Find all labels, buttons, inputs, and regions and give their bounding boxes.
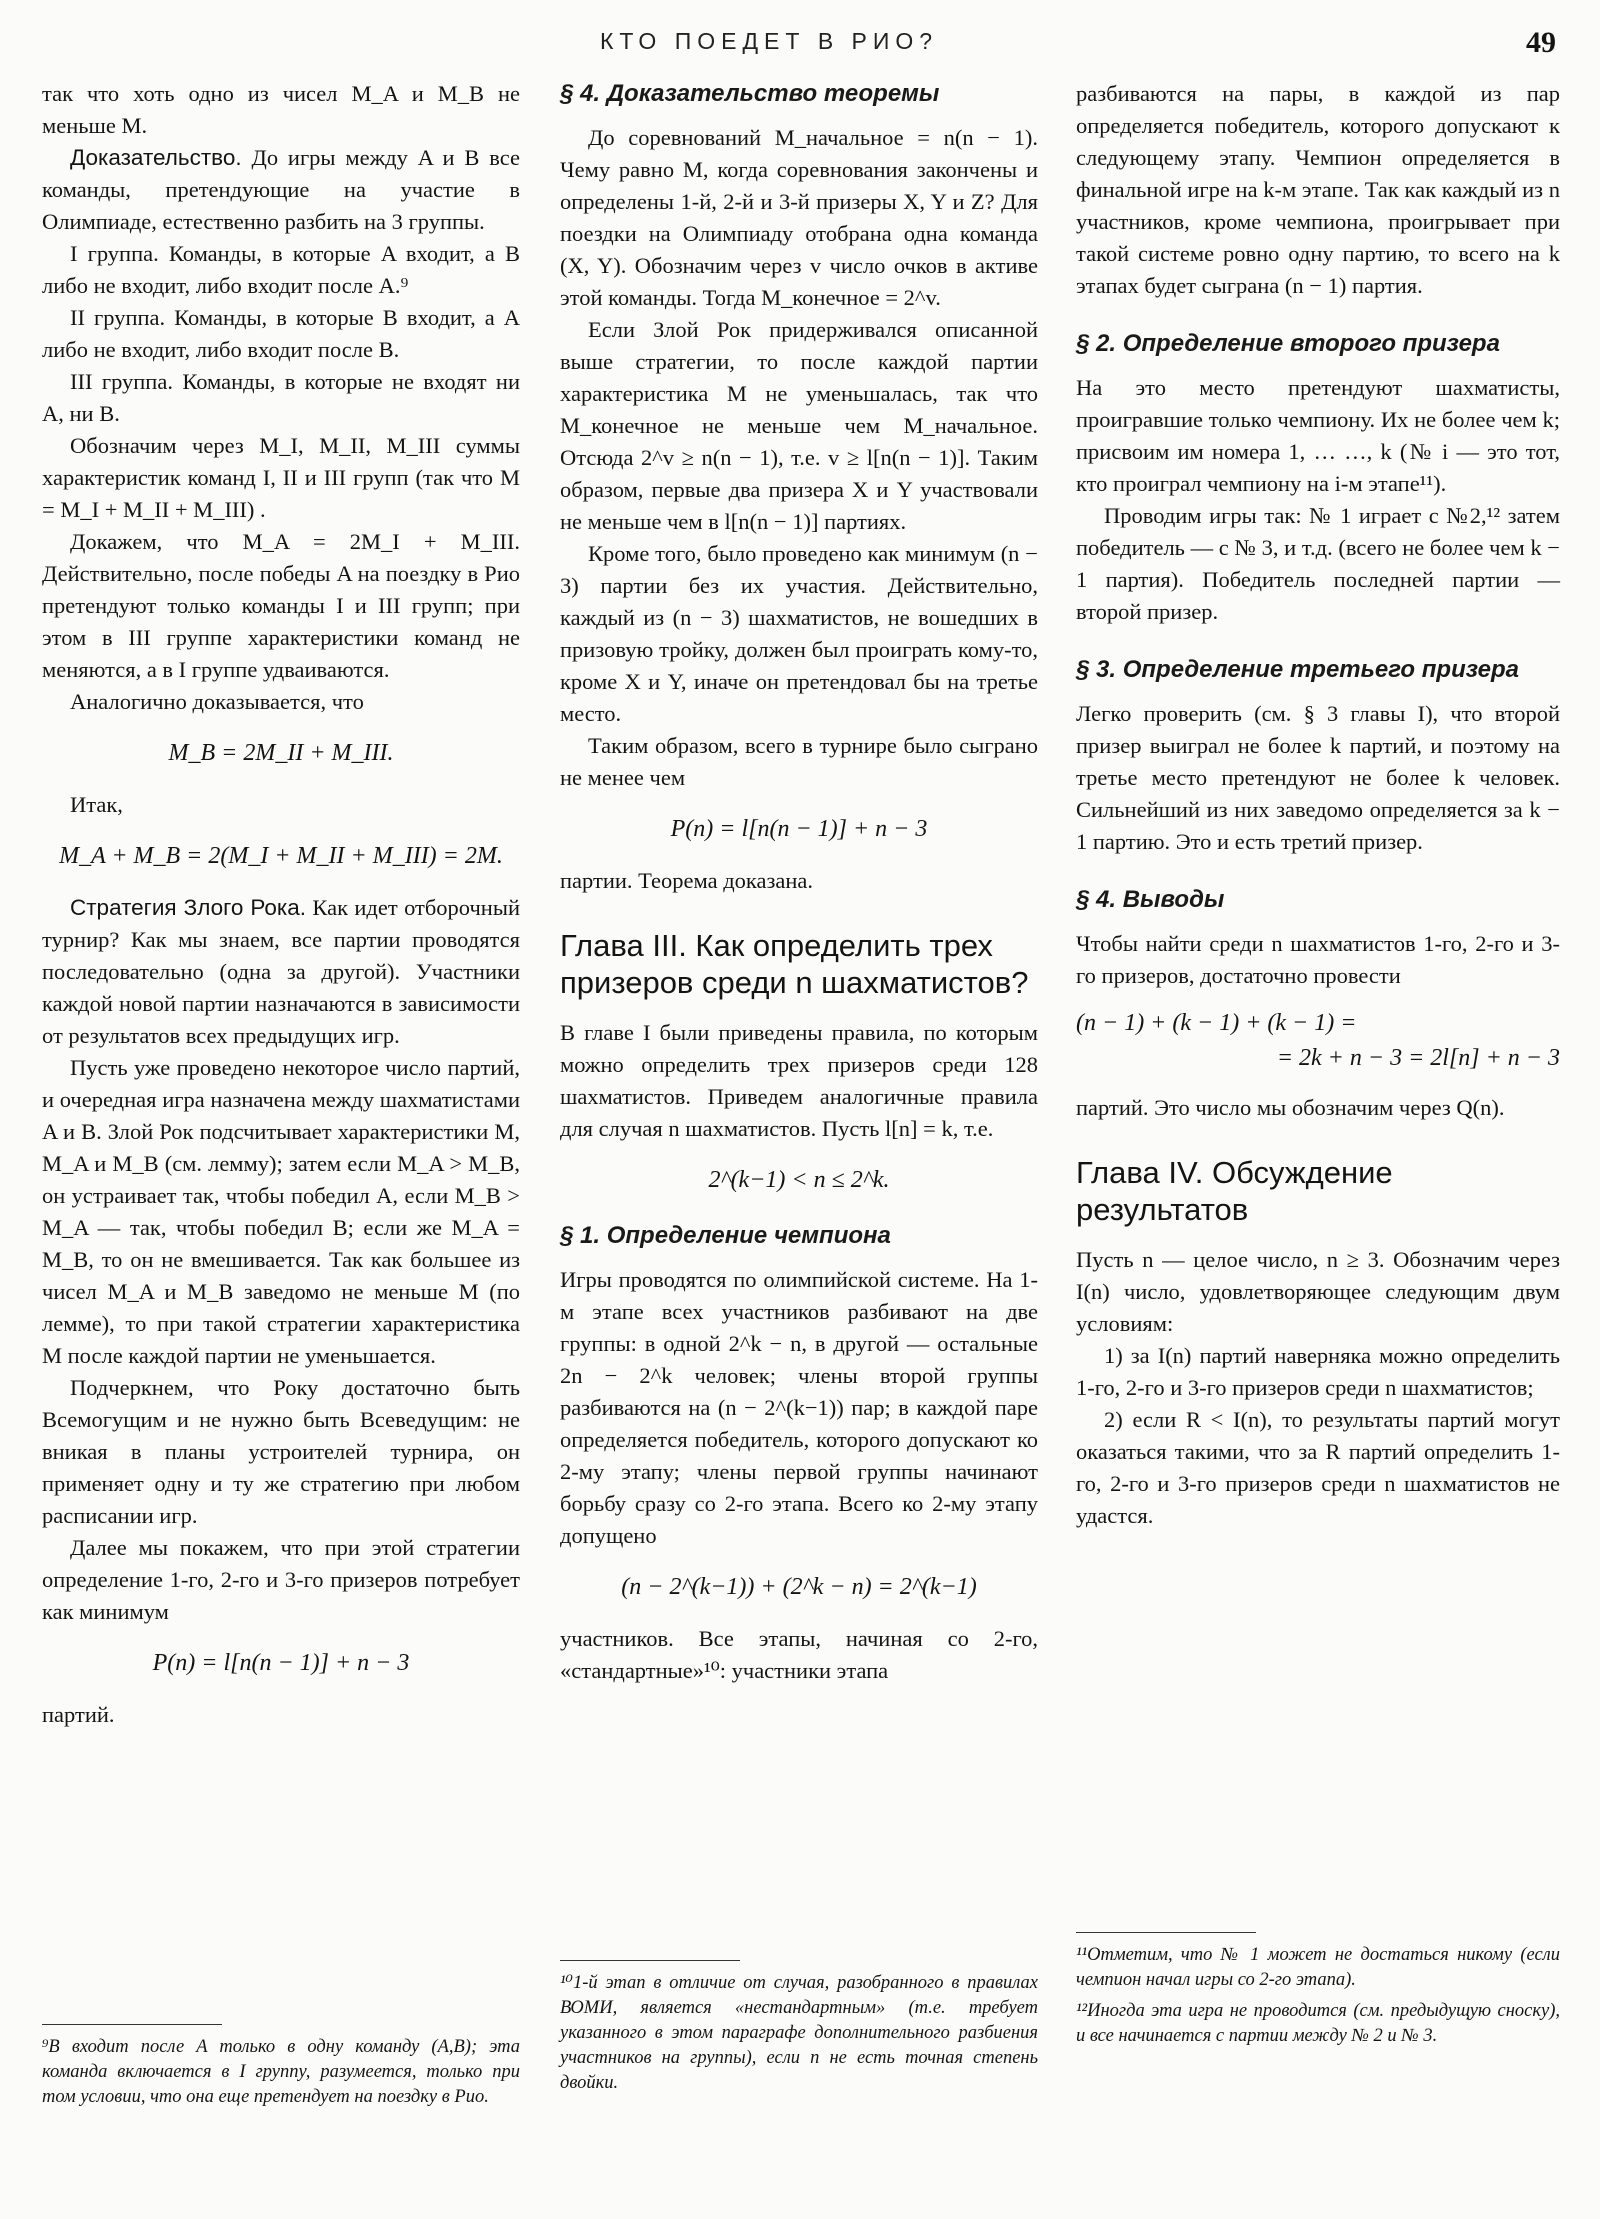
footnote-rule: [42, 2024, 222, 2025]
paragraph: Проводим игры так: № 1 играет с №2,¹² затем победитель — с № 3, и т.д. (всего не более чем k − 1 партия). Победитель последней партии — второй призер.: [1076, 503, 1560, 624]
column-middle: [560, 78, 1038, 1687]
section-heading: § 4. Выводы: [1076, 886, 1225, 913]
section-heading: § 1. Определение чемпиона: [560, 1222, 891, 1249]
paragraph: Докажем, что M_A = 2M_I + M_III. Действительно, после победы A на поездку в Рио претендуют только команды I и III групп; при этом в III группе характеристики команд не меняются, а в I группе удваиваются.: [42, 529, 520, 682]
chapter-heading: Глава IV. Обсуждение результатов: [1076, 1155, 1393, 1227]
paragraph: Итак,: [70, 792, 123, 817]
footnote-10: [560, 1960, 1038, 2096]
running-head: КТО ПОЕДЕТ В РИО?: [600, 28, 939, 54]
paragraph: разбиваются на пары, в каждой из пар определяется победитель, которого допускают к следующему этапу. Чемпион определяется в финальной игре на k-м этапе. Так как каждый из n участников, кроме чемпиона, проигрывает при такой системе ровно одну партию, то всего на k этапах будет сыграна (n − 1) партия.: [1076, 81, 1560, 298]
formula: P(n) = l[n(n − 1)] + n − 3: [152, 1650, 410, 1676]
formula: 2^(k−1) < n ≤ 2^k.: [708, 1167, 890, 1193]
paragraph: III группа. Команды, в которые не входят ни A, ни B.: [42, 369, 520, 426]
paragraph: Обозначим через M_I, M_II, M_III суммы характеристик команд I, II и III групп (так что M = M_I + M_II + M_III) .: [42, 433, 520, 522]
page-number: 49: [1526, 26, 1556, 59]
footnote-text: ¹²Иногда эта игра не проводится (см. предыдущую сноску), и все начинается с партии между № 2 и № 3.: [1076, 2001, 1560, 2046]
formula: P(n) = l[n(n − 1)] + n − 3: [670, 816, 928, 842]
paragraph: партий. Это число мы обозначим через Q(n).: [1076, 1095, 1505, 1120]
section-heading: § 2. Определение второго призера: [1076, 330, 1500, 357]
paragraph: Подчеркнем, что Року достаточно быть Всемогущим и не нужно быть Всеведущим: не вникая в планы устроителей турнира, он применяет одну и ту же стратегию при любом расписании игр.: [42, 1375, 520, 1528]
paragraph: Далее мы покажем, что при этой стратегии определение 1-го, 2-го и 3-го призеров потребует как минимум: [42, 1535, 520, 1624]
paragraph: 1) за I(n) партий наверняка можно определить 1-го, 2-го и 3-го призеров среди n шахматистов;: [1076, 1343, 1560, 1400]
chapter-heading: Глава III. Как определить трех призеров среди n шахматистов?: [560, 928, 1029, 1000]
footnote-text: ¹⁰1-й этап в отличие от случая, разобранного в правилах ВОМИ, является «нестандартным» (т.е. требует указанного в этом параграфе дополнительного разбиения участников на группы), если n не есть точная степень двойки.: [560, 1973, 1038, 2093]
paragraph: участников. Все этапы, начиная со 2-го, «стандартные»¹⁰: участники этапа: [560, 1626, 1038, 1683]
column-right: [1076, 78, 1560, 1532]
footnote-9: [42, 2024, 520, 2110]
paragraph: II группа. Команды, в которые B входит, а A либо не входит, либо входит после B.: [42, 305, 520, 362]
paragraph: Пусть n — целое число, n ≥ 3. Обозначим через I(n) число, удовлетворяющее следующим двум условиям:: [1076, 1247, 1560, 1336]
section-heading: § 4. Доказательство теоремы: [560, 80, 940, 107]
footnote-text: ⁹B входит после A только в одну команду (A,B); эта команда включается в I группу, разумеется, только при том условии, что она еще претендует на поездку в Рио.: [42, 2037, 520, 2107]
footnote-rule: [1076, 1932, 1256, 1933]
proof-lead: Доказательство.: [70, 145, 242, 170]
footnote-rule: [560, 1960, 740, 1961]
paragraph: 2) если R < I(n), то результаты партий могут оказаться такими, что за R партий определить 1-го, 2-го и 3-го призеров среди n шахматистов не удастся.: [1076, 1407, 1560, 1528]
paragraph: Пусть уже проведено некоторое число партий, и очередная игра назначена между шахматистами A и B. Злой Рок подсчитывает характеристики M, M_A и M_B (см. лемму); затем если M_A > M_B, он устраивает так, чтобы победил A, если M_B > M_A — так, чтобы победил B; если же M_A = M_B, то он не вмешивается. Так как большее из чисел M_A и M_B заведомо не меньше M (по лемме), то при такой стратегии характеристика M после каждой партии не уменьшается.: [42, 1055, 520, 1368]
paragraph: На это место претендуют шахматисты, проигравшие только чемпиону. Их не более чем k; присвоим им номера 1, … …, k (№ i — это тот, кто проиграл чемпиону на i-м этапе¹¹).: [1076, 375, 1560, 496]
section-heading: § 3. Определение третьего призера: [1076, 656, 1520, 683]
paragraph: I группа. Команды, в которые A входит, а B либо не входит, либо входит после A.⁹: [42, 241, 520, 298]
paragraph: [42, 142, 520, 238]
paragraph: Если Злой Рок придерживался описанной выше стратегии, то после каждой партии характеристика M не уменьшалась, так что M_конечное не меньше чем M_начальное. Отсюда 2^v ≥ n(n − 1), т.е. v ≥ l[n(n − 1)]. Таким образом, первые два призера X и Y участвовали не меньше чем в l[n(n − 1)] партиях.: [560, 317, 1038, 534]
footnotes-11-12: [1076, 1932, 1560, 2049]
paragraph: партии. Теорема доказана.: [560, 868, 814, 893]
formula: M_A + M_B = 2(M_I + M_II + M_III) = 2M.: [59, 843, 503, 869]
paragraph: В главе I были приведены правила, по которым можно определить трех призеров среди 128 шахматистов. Приведем аналогичные правила для случая n шахматистов. Пусть l[n] = k, т.е.: [560, 1020, 1038, 1141]
paragraph: Чтобы найти среди n шахматистов 1-го, 2-го и 3-го призеров, достаточно провести: [1076, 931, 1560, 988]
paragraph: Игры проводятся по олимпийской системе. На 1-м этапе всех участников разбивают на две группы: в одной 2^k − n, в другой — остальные 2n − 2^k человек; члены второй группы разбиваются на (n − 2^(k−1)) пар; в каждой паре определяется победитель, которого допускают ко 2-му этапу; члены первой группы начинают борьбу сразу со 2-го этапа. Всего ко 2-му этапу допущено: [560, 1267, 1038, 1548]
footnote-text: ¹¹Отметим, что № 1 может не достаться никому (если чемпион начал игры со 2-го этапа).: [1076, 1945, 1560, 1990]
paragraph: Легко проверить (см. § 3 главы I), что второй призер выиграл не более k партий, и поэтому на третье место претендуют не более k человек. Сильнейший из них заведомо определяется за k − 1 партию. Это и есть третий призер.: [1076, 701, 1560, 854]
paragraph-text: До игры между A и B все команды, претендующие на участие в Олимпиаде, естественно разбить на 3 группы.: [42, 145, 520, 234]
paragraph: До соревнований M_начальное = n(n − 1). Чему равно M, когда соревнования закончены и определены 1-й, 2-й и 3-й призеры X, Y и Z? Для поездки на Олимпиаду отобрана одна команда (X, Y). Обозначим через v число очков в активе этой команды. Тогда M_конечное = 2^v.: [560, 125, 1038, 310]
paragraph: партий.: [42, 1702, 115, 1727]
paragraph: так что хоть одно из чисел M_A и M_B не меньше M.: [42, 81, 520, 138]
paragraph: Аналогично доказывается, что: [70, 689, 364, 714]
strategy-lead: Стратегия Злого Рока.: [70, 895, 306, 920]
formula: M_B = 2M_II + M_III.: [168, 740, 394, 766]
paragraph-text: Как идет отборочный турнир? Как мы знаем, все партии проводятся последовательно (одна за другой). Участники каждой новой партии назначаются в зависимости от результатов всех предыдущих игр.: [42, 895, 520, 1048]
paragraph: Кроме того, было проведено как минимум (n − 3) партии без их участия. Действительно, каждый из (n − 3) шахматистов, не вошедших в призовую тройку, должен был проиграть кому-то, кроме X и Y, иначе он претендовал бы на третье место.: [560, 541, 1038, 726]
formula: (n − 2^(k−1)) + (2^k − n) = 2^(k−1): [621, 1574, 977, 1600]
paragraph: [42, 892, 520, 1052]
formula: (n − 1) + (k − 1) + (k − 1) =: [1076, 1010, 1357, 1036]
paragraph: Таким образом, всего в турнире было сыграно не менее чем: [560, 733, 1038, 790]
formula: = 2k + n − 3 = 2l[n] + n − 3: [1276, 1045, 1560, 1071]
column-left: [42, 78, 520, 1731]
